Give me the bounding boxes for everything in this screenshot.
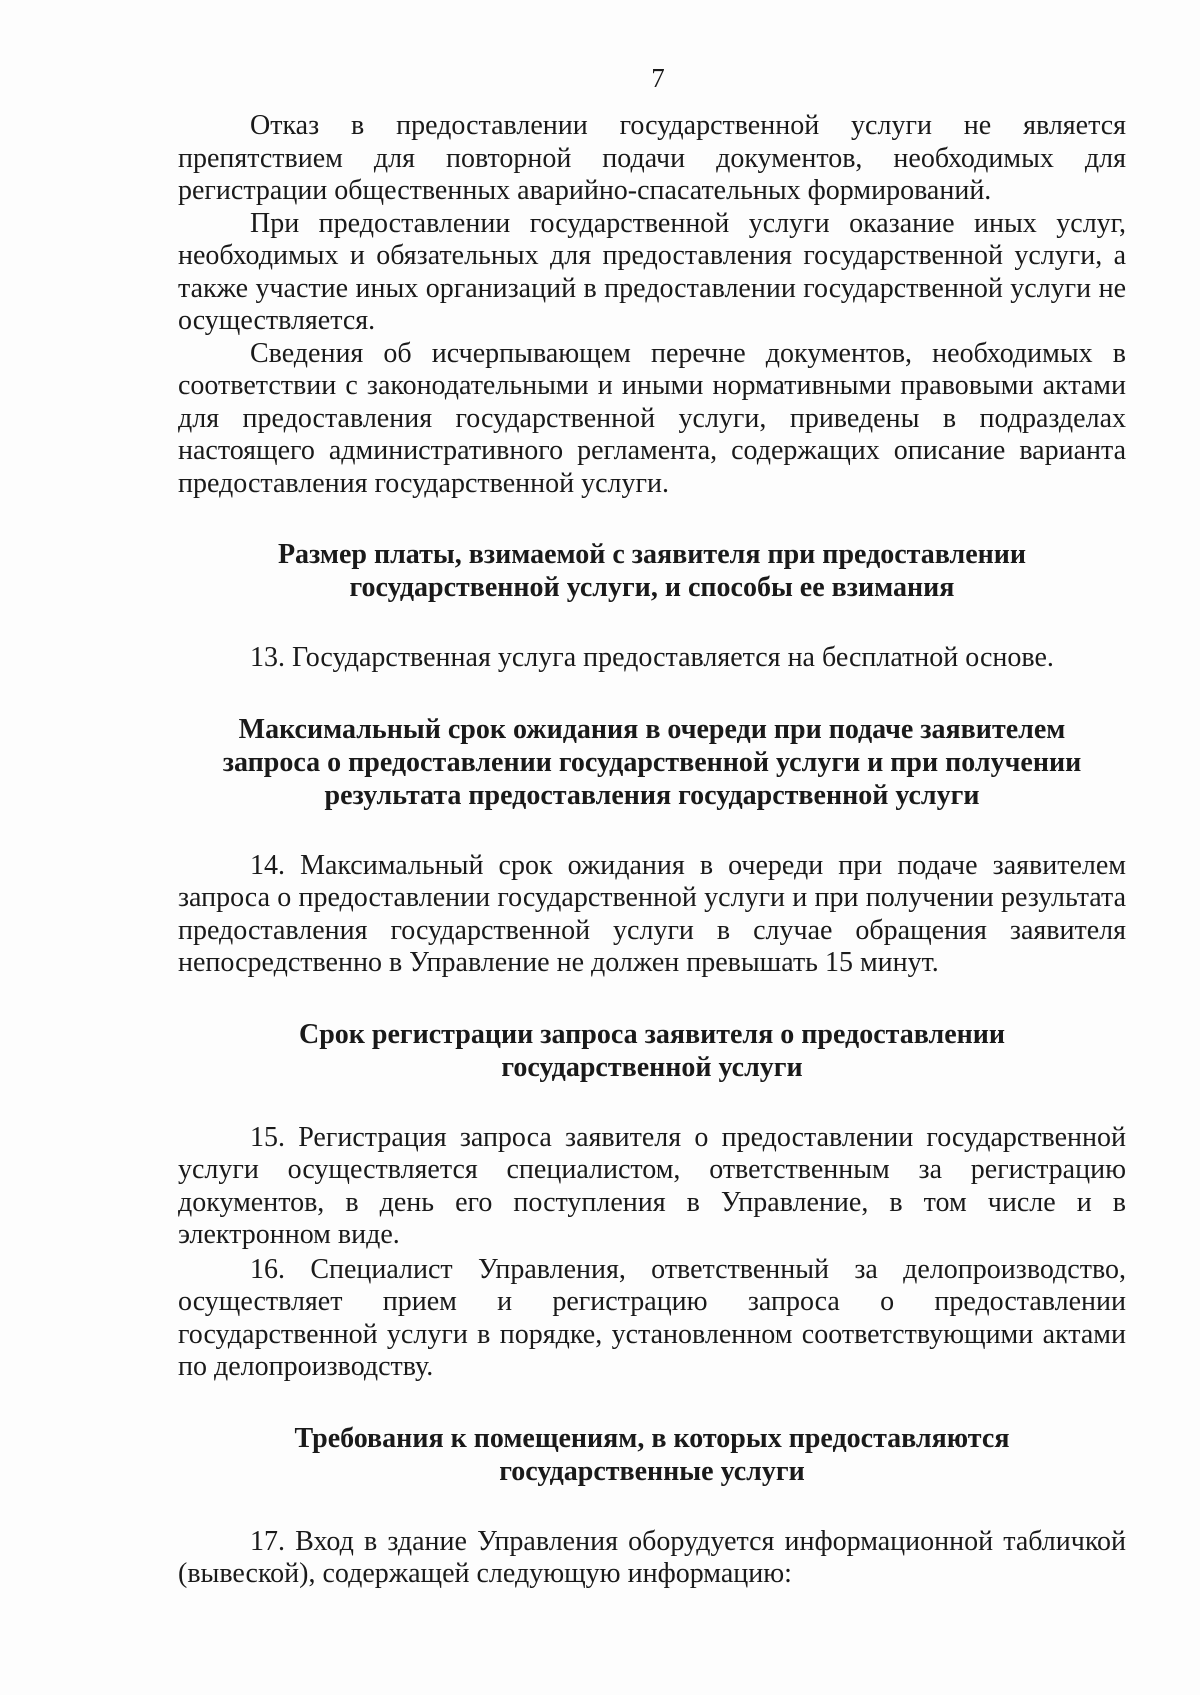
- paragraph-14: 14. Максимальный срок ожидания в очереди при подаче заявителем запроса о предоставлении государственной услуги и при получении результата предоставления государственной услуги в случае обращения заявителя непосредственно в Управление не должен превышать 15 минут.: [178, 849, 1126, 978]
- paragraph-documents-list: Сведения об исчерпывающем перечне документов, необходимых в соответствии с законодательными и иными нормативными правовыми актами для предоставления государственной услуги, приведены в подразделах настоящего административного регламента, содержащих описание варианта предоставления государственной услуги.: [178, 337, 1126, 499]
- document-body: [178, 110, 1126, 1591]
- heading-fee: Размер платы, взимаемой с заявителя при предоставлении государственной услуги, и способы ее взимания: [277, 539, 1027, 603]
- paragraph-16: 16. Специалист Управления, ответственный за делопроизводство, осуществляет прием и регистрацию запроса о предоставлении государственной услуги в порядке, установленном соответствующими актами по делопроизводству.: [178, 1253, 1126, 1382]
- paragraph-refusal: Отказ в предоставлении государственной услуги не является препятствием для повторной подачи документов, необходимых для регистрации общественных аварийно-спасательных формирований.: [178, 110, 1126, 206]
- paragraph-17: 17. Вход в здание Управления оборудуется информационной табличкой (вывеской), содержащей следующую информацию:: [178, 1525, 1126, 1589]
- page-number: 7: [651, 63, 665, 93]
- paragraph-15: 15. Регистрация запроса заявителя о предоставлении государственной услуги осуществляется специалистом, ответственным за регистрацию документов, в день его поступления в Управление, в том числе и в электронном виде.: [178, 1121, 1126, 1250]
- paragraph-13: 13. Государственная услуга предоставляется на бесплатной основе.: [250, 642, 1054, 673]
- heading-queue-time: Максимальный срок ожидания в очереди при подаче заявителем запроса о предоставлении государственной услуги и при получении результата предоставления государственной услуги: [222, 713, 1082, 811]
- heading-premises: Требования к помещениям, в которых предоставляются государственные услуги: [294, 1422, 1010, 1487]
- paragraph-other-services: При предоставлении государственной услуги оказание иных услуг, необходимых и обязательных для предоставления государственной услуги, а также участие иных организаций в предоставлении государственной услуги не осуществляется.: [178, 207, 1126, 336]
- heading-registration-term: Срок регистрации запроса заявителя о предоставлении государственной услуги: [298, 1018, 1006, 1083]
